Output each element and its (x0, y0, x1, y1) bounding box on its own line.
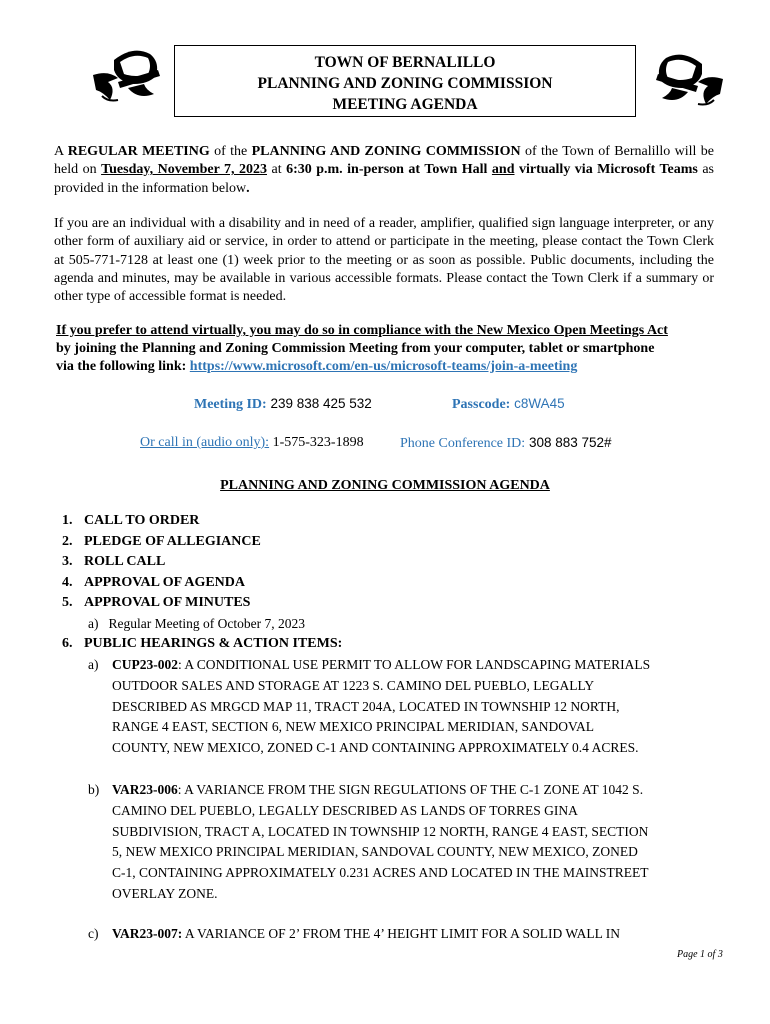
hearing-letter: c) (88, 926, 99, 941)
hearing-item-cup23-002: CUP23-002: A CONDITIONAL USE PERMIT TO ALLOW FOR LANDSCAPING MATERIALS OUTDOOR SALES AND STORAGE AT 1223 S. CAMINO DEL PUEBLO, LEGALLY DESCRIBED AS MRGCD MAP 11, TRACT 204A, LOCATED IN TOWNSHIP 12 NORTH, RANGE 4 EAST, SECTION 6, NEW MEXICO PRINCIPAL MERIDIAN, SANDOVAL COUNTY, NEW MEXICO, ZONED C-1 AND CONTAINING APPROXIMATELY 0.4 ACRES. (112, 657, 651, 756)
town-seal-left-icon (88, 40, 168, 110)
minutes-subitem: a) Regular Meeting of October 7, 2023 (88, 616, 305, 631)
page-number: Page 1 of 3 (677, 949, 723, 960)
hearing-item-var23-006: VAR23-006: A VARIANCE FROM THE SIGN REGULATIONS OF THE C-1 ZONE AT 1042 S. CAMINO DEL PUEBLO, LEGALLY DESCRIBED AS LANDS OF TORRES GINA SUBDIVISION, TRACT A, LOCATED IN TOWNSHIP 12 NORTH, RANGE 4 EAST, SECTION 5, NEW MEXICO PRINCIPAL MERIDIAN, SANDOVAL COUNTY, NEW MEXICO, ZONED C-1, CONTAINING APPROXIMATELY 0.231 ACRES AND LOCATED IN THE MAINSTREET OVERLAY ZONE. (112, 782, 649, 901)
hearing-letter: b) (88, 782, 100, 797)
passcode: Passcode: c8WA45 (452, 396, 565, 412)
hearing-letter: a) (88, 657, 99, 672)
title-line-1: TOWN OF BERNALILLO (314, 54, 496, 71)
accessibility-paragraph: If you are an individual with a disability and in need of a reader, amplifier, qualified sign language interpreter, or any other form of auxiliary aid or service, in order to attend or participate in the meeting, please contact the Town Clerk at 505-771-7128 at least one (1) week prior to the meeting or as soon as possible. Public documents, including the agenda and minutes, may be available in various accessible formats. Please contact the Town Clerk if a summary or other type of accessible format is needed. (54, 216, 714, 305)
call-in-info: Or call in (audio only): 1-575-323-1898 (140, 435, 364, 450)
meeting-id: Meeting ID: 239 838 425 532 (194, 396, 372, 412)
call-in-link[interactable]: Or call in (audio only): (140, 435, 270, 450)
agenda-heading: PLANNING AND ZONING COMMISSION AGENDA (220, 478, 550, 493)
virtual-line-3: via the following link: https://www.microsoft.com/en-us/microsoft-teams/join-a-meeting (56, 359, 578, 374)
teams-join-link[interactable]: https://www.microsoft.com/en-us/microsoft-teams/join-a-meeting (189, 359, 578, 374)
town-seal-right-icon (648, 44, 728, 114)
hearing-item-var23-007: VAR23-007: A VARIANCE OF 2’ FROM THE 4’ HEIGHT LIMIT FOR A SOLID WALL IN (112, 926, 621, 941)
meeting-notice-paragraph: A REGULAR MEETING of the PLANNING AND ZONING COMMISSION of the Town of Bernalillo will be held on Tuesday, November 7, 2023 at 6:30 p.m. in-person at Town Hall and virtually via Microsoft Teams as provided in the information below. (54, 144, 714, 196)
meeting-date: Tuesday, November 7, 2023 (101, 162, 267, 178)
title-line-2: PLANNING AND ZONING COMMISSION (257, 75, 553, 92)
title-line-3: MEETING AGENDA (332, 96, 478, 113)
virtual-line-2: by joining the Planning and Zoning Commission Meeting from your computer, tablet or smartphone (56, 341, 655, 356)
virtual-line-1: If you prefer to attend virtually, you may do so in compliance with the New Mexico Open Meetings Act (56, 323, 668, 338)
phone-conference-id: Phone Conference ID: 308 883 752# (400, 435, 612, 451)
agenda-title-box (174, 45, 636, 117)
